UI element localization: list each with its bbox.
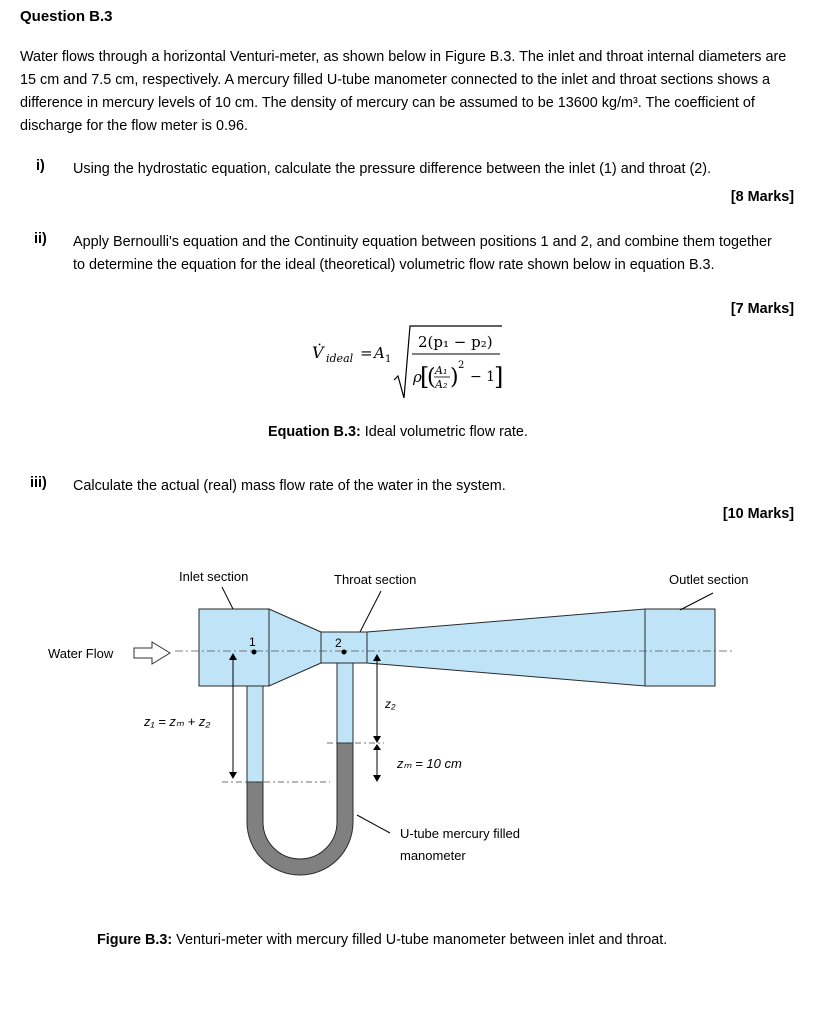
- eq-rho: ρ: [413, 368, 422, 386]
- point-1-label: 1: [249, 635, 256, 649]
- eq-ratio-denominator: A₂: [435, 378, 448, 391]
- z1-label: z₁ = zₘ + z₂: [144, 714, 211, 729]
- eq-minus-one: − 1: [470, 369, 496, 385]
- question-intro: Water flows through a horizontal Venturi-meter, as shown below in Figure B.3. The inlet and throat internal diameters are 15 cm and 7.5 cm, respectively. A mercury filled U-tube manometer connected to the inlet and throat sections shows a difference in mercury levels of 10 cm. The density of mercury can be assumed to be 13600 kg/m³. The coefficient of discharge for the flow meter is 0.96.: [20, 49, 787, 134]
- eq-vdot-subscript: ideal: [326, 352, 354, 365]
- eq-exponent: 2: [458, 360, 465, 371]
- figure-caption: [97, 932, 667, 948]
- eq-bracket-right: ]: [494, 363, 504, 391]
- zm-arrow-head-down: [373, 775, 381, 782]
- inlet-leader-line: [222, 587, 233, 609]
- outlet-section-label: Outlet section: [669, 572, 749, 587]
- zm-label: zₘ = 10 cm: [397, 756, 462, 771]
- figure-caption-text: Venturi-meter with mercury filled U-tube manometer between inlet and throat.: [172, 932, 668, 948]
- eq-paren-left: (: [427, 365, 436, 390]
- eq-area: A: [374, 344, 385, 362]
- part-i-number: i): [36, 158, 45, 174]
- water-flow-label: Water Flow: [48, 646, 114, 661]
- throat-section-label: Throat section: [334, 572, 417, 587]
- equation-caption-text: Ideal volumetric flow rate.: [360, 424, 528, 440]
- point-2-marker: [342, 650, 347, 655]
- eq-bracket-left: [: [420, 363, 430, 391]
- throat-leader-line: [360, 591, 381, 632]
- part-i-marks: [8 Marks]: [730, 189, 794, 205]
- part-iii-number: iii): [30, 475, 47, 491]
- venturi-figure: [0, 560, 830, 890]
- point-2-label: 2: [335, 636, 342, 650]
- eq-area-subscript: 1: [385, 354, 392, 365]
- part-ii-number: ii): [34, 231, 47, 247]
- water-flow-arrow-icon: [134, 642, 170, 664]
- outlet-leader-line: [680, 593, 713, 610]
- eq-paren-right: ): [450, 365, 459, 390]
- venturi-body: [199, 609, 715, 686]
- z2-label: z₂: [385, 697, 396, 711]
- zm-arrow-head-up: [373, 744, 381, 750]
- figure-caption-bold: Figure B.3:: [97, 932, 173, 948]
- equation-b3: [300, 318, 540, 408]
- eq-numerator: 2(p₁ − p₂): [418, 333, 493, 351]
- eq-ratio-numerator: A₁: [435, 364, 448, 377]
- equation-caption: [268, 424, 528, 440]
- part-ii-marks: [7 Marks]: [730, 301, 794, 317]
- manometer-right-water: [337, 663, 353, 743]
- eq-equals: =: [360, 344, 373, 362]
- part-ii-text: Apply Bernoulli's equation and the Continuity equation between positions 1 and 2, and combine them together to determine the equation for the ideal (theoretical) volumetric flow rate shown below in equation B.3.: [73, 234, 772, 273]
- point-1-marker: [252, 650, 257, 655]
- manometer-left-water: [247, 686, 263, 782]
- z2-arrow-head-down: [373, 736, 381, 743]
- inlet-section-label: Inlet section: [179, 569, 249, 584]
- z1-arrow-head-down: [229, 772, 237, 779]
- part-iii-text: Calculate the actual (real) mass flow rate of the water in the system.: [73, 478, 506, 494]
- manometer-leader-line: [357, 815, 390, 833]
- u-tube-manometer: [247, 663, 353, 875]
- part-i-text: Using the hydrostatic equation, calculate the pressure difference between the inlet (1) and throat (2).: [73, 161, 712, 177]
- question-title: Question B.3: [20, 8, 113, 25]
- throat-pipe: [321, 632, 367, 663]
- manometer-label-line1: U-tube mercury filled: [400, 826, 520, 841]
- part-iii-marks: [10 Marks]: [722, 506, 794, 522]
- inlet-pipe: [199, 609, 269, 686]
- diverging-section: [367, 609, 645, 686]
- manometer-label-line2: manometer: [400, 848, 466, 863]
- equation-caption-bold: Equation B.3:: [268, 424, 361, 440]
- eq-vdot: V̇: [312, 343, 324, 362]
- outlet-pipe: [645, 609, 715, 686]
- converging-section: [269, 609, 321, 686]
